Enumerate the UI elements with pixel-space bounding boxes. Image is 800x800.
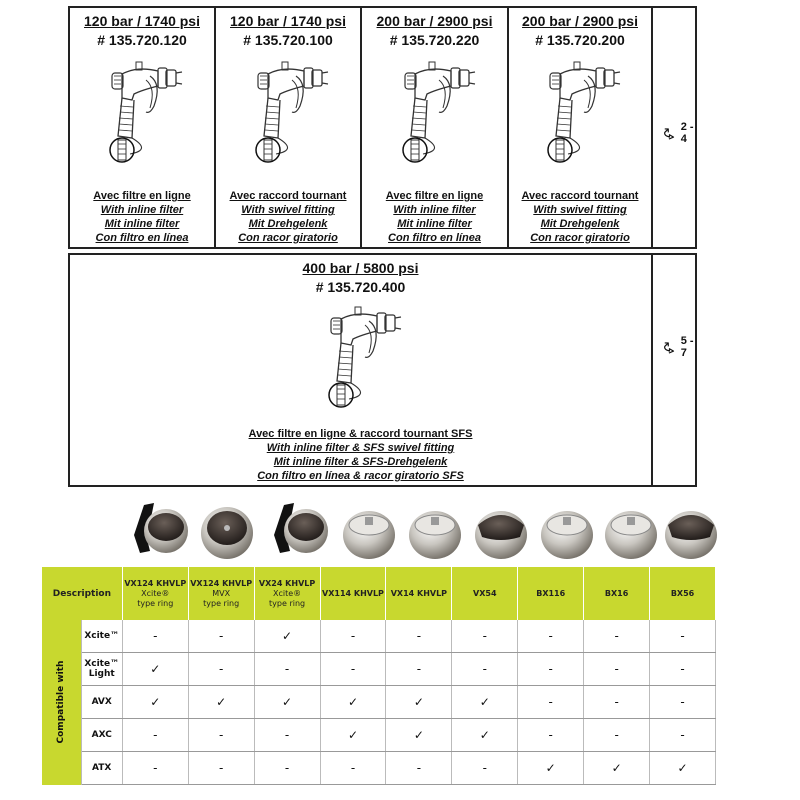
table-cell: - [584, 686, 650, 719]
table-cell: ✓ [254, 620, 320, 653]
table-row [42, 653, 716, 686]
table-row [42, 752, 716, 785]
product-card-400bar [70, 255, 651, 485]
nozzle-cap-icon [536, 495, 598, 565]
desc-en: With swivel fitting [533, 204, 627, 216]
table-cell: - [320, 752, 386, 785]
table-cell: - [650, 686, 716, 719]
table-cell: - [518, 653, 584, 686]
table-cell: - [320, 620, 386, 653]
nozzle-cap-icon [130, 495, 192, 565]
column-header: BX116 [518, 567, 584, 620]
column-header: VX124 KHVLP Xcite® type ring [122, 567, 188, 620]
nozzle-cap-icon [270, 495, 332, 565]
spray-gun-icon [92, 54, 192, 164]
table-cell: ✓ [122, 653, 188, 686]
row-label: AVX [81, 686, 122, 719]
table-cell: ✓ [254, 686, 320, 719]
table-cell: ✓ [188, 686, 254, 719]
page-reference[interactable] [663, 121, 695, 145]
table-cell: - [386, 752, 452, 785]
spray-gun-icon [530, 54, 630, 164]
nozzle-cap-icon [196, 495, 258, 565]
pressure-rating: 200 bar / 2900 psi [522, 13, 638, 29]
table-cell: ✓ [452, 686, 518, 719]
desc-en: With inline filter [393, 204, 476, 216]
table-cell: - [122, 752, 188, 785]
row-label: Xcite™ [81, 620, 122, 653]
row-label: AXC [81, 719, 122, 752]
product-code: # 135.720.200 [535, 32, 625, 48]
nozzle-cap-icon [600, 495, 662, 565]
table-cell: ✓ [386, 686, 452, 719]
table-cell: - [122, 719, 188, 752]
reference-arrow-icon [663, 338, 675, 356]
table-cell: - [452, 653, 518, 686]
nozzle-cap-icon [470, 495, 532, 565]
table-cell: - [518, 686, 584, 719]
table-header-row [42, 567, 716, 620]
product-card-2 [216, 8, 360, 247]
desc-de: Mit inline filter [104, 218, 180, 230]
page-reference-text: 5 - 7 [680, 335, 694, 359]
table-cell: ✓ [122, 686, 188, 719]
table-cell: ✓ [320, 719, 386, 752]
table-cell: - [188, 719, 254, 752]
product-descriptions [70, 427, 651, 483]
desc-en: With inline filter [100, 204, 184, 216]
table-cell: - [122, 620, 188, 653]
table-cell: - [320, 653, 386, 686]
table-cell: - [188, 620, 254, 653]
table-cell: - [386, 620, 452, 653]
desc-fr: Avec raccord tournant [229, 190, 347, 202]
product-code: # 135.720.400 [315, 279, 406, 295]
table-cell: ✓ [650, 752, 716, 785]
desc-es: Con racor giratorio [238, 232, 338, 244]
pressure-rating: 120 bar / 1740 psi [230, 13, 346, 29]
product-descriptions [216, 189, 360, 245]
table-cell: - [254, 653, 320, 686]
product-card-1 [70, 8, 214, 247]
table-row [42, 719, 716, 752]
desc-de: Mit Drehgelenk [540, 218, 620, 230]
product-card-3 [362, 8, 507, 247]
table-cell: ✓ [584, 752, 650, 785]
column-header: VX14 KHVLP [386, 567, 452, 620]
table-row [42, 686, 716, 719]
desc-fr: Avec filtre en ligne & raccord tournant SFS [248, 428, 473, 440]
reference-arrow-icon [663, 124, 675, 142]
table-cell: ✓ [452, 719, 518, 752]
pressure-rating: 120 bar / 1740 psi [84, 13, 200, 29]
table-cell: - [452, 620, 518, 653]
table-cell: - [584, 620, 650, 653]
product-card-4 [509, 8, 651, 247]
pressure-rating: 400 bar / 5800 psi [302, 260, 419, 276]
nozzle-cap-icon [338, 495, 400, 565]
compatible-with-label: Compatible with [42, 620, 81, 785]
column-header: VX124 KHVLP MVX type ring [188, 567, 254, 620]
nozzle-cap-icon [404, 495, 466, 565]
spray-gun-icon [238, 54, 338, 164]
column-header: VX54 [452, 567, 518, 620]
compatibility-table [42, 567, 716, 785]
column-header: BX56 [650, 567, 716, 620]
spray-gun-icon [311, 299, 411, 409]
table-cell: - [188, 653, 254, 686]
desc-es: Con racor giratorio [530, 232, 630, 244]
desc-es: Con filtro en línea [388, 232, 481, 244]
desc-de: Mit inline filter & SFS-Drehgelenk [273, 456, 448, 468]
table-cell: ✓ [518, 752, 584, 785]
product-code: # 135.720.100 [243, 32, 333, 48]
table-cell: - [584, 719, 650, 752]
desc-es: Con filtro en línea & racor giratorio SFS [257, 470, 464, 482]
product-descriptions [70, 189, 214, 245]
nozzle-cap-icon [660, 495, 722, 565]
desc-es: Con filtro en línea [95, 232, 189, 244]
row-label: Xcite™ Light [81, 653, 122, 686]
page-reference-text: 2 - 4 [680, 121, 694, 145]
table-row [42, 620, 716, 653]
product-descriptions [362, 189, 507, 245]
table-cell: - [650, 653, 716, 686]
product-descriptions [509, 189, 651, 245]
table-cell: - [254, 719, 320, 752]
table-cell: - [584, 653, 650, 686]
table-cell: - [518, 620, 584, 653]
top-products-panel [68, 6, 697, 249]
desc-fr: Avec raccord tournant [521, 190, 639, 202]
divider [651, 255, 653, 485]
divider [651, 8, 653, 247]
nozzle-caps-strip [130, 495, 730, 565]
desc-de: Mit Drehgelenk [248, 218, 328, 230]
table-cell: - [188, 752, 254, 785]
desc-fr: Avec filtre en ligne [385, 190, 484, 202]
column-header: BX16 [584, 567, 650, 620]
spray-gun-icon [385, 54, 485, 164]
row-label: ATX [81, 752, 122, 785]
desc-en: With swivel fitting [241, 204, 335, 216]
bottom-product-panel [68, 253, 697, 487]
description-header: Description [42, 567, 122, 620]
table-cell: ✓ [320, 686, 386, 719]
pressure-rating: 200 bar / 2900 psi [376, 13, 493, 29]
table-cell: - [452, 752, 518, 785]
column-header: VX114 KHVLP [320, 567, 386, 620]
product-code: # 135.720.120 [97, 32, 187, 48]
table-cell: - [518, 719, 584, 752]
desc-fr: Avec filtre en ligne [93, 190, 191, 202]
desc-en: With inline filter & SFS swivel fitting [266, 442, 455, 454]
column-header: VX24 KHVLP Xcite® type ring [254, 567, 320, 620]
table-cell: - [254, 752, 320, 785]
table-cell: - [650, 620, 716, 653]
table-cell: ✓ [386, 719, 452, 752]
desc-de: Mit inline filter [397, 218, 472, 230]
product-code: # 135.720.220 [389, 32, 480, 48]
table-cell: - [386, 653, 452, 686]
table-cell: - [650, 719, 716, 752]
page-reference[interactable] [663, 335, 695, 359]
